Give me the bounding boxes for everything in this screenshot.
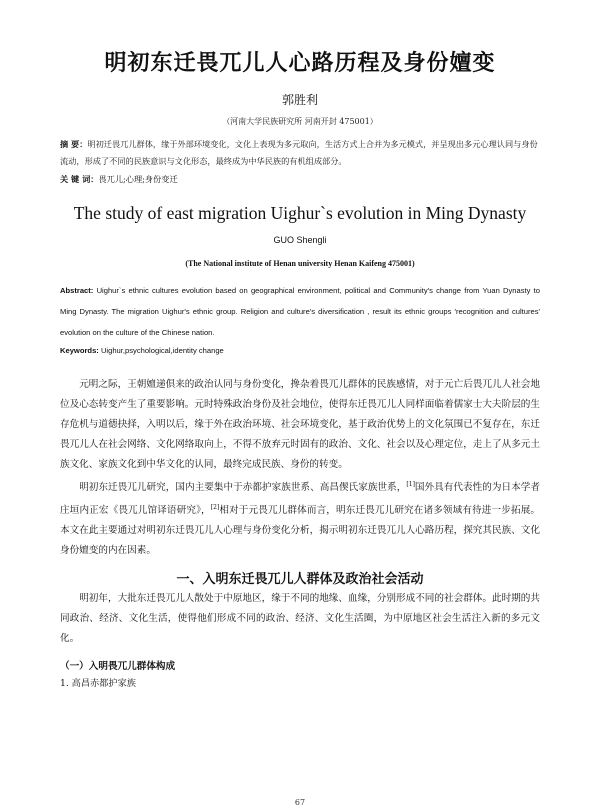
page-number: 67 <box>294 798 306 807</box>
affiliation-cn: （河南大学民族研究所 河南开封 475001） <box>222 117 378 126</box>
abstract-cn <box>60 136 540 170</box>
subsection-1-1-heading: 1. 高昌赤都护家族 <box>60 678 136 690</box>
abstract-cn-label: 摘 要： <box>60 139 88 149</box>
affiliation-en: (The National institute of Henan university Henan Kaifeng 475001) <box>185 259 415 268</box>
abstract-cn-text: 明初迁畏兀儿群体，缘于外部环境变化，文化上表现为多元取向，生活方式上合并为多元模式，并呈现出多元心理认同与身份流动，形成了不同的民族意识与文化形态，最终成为中华民族的有机组成部分。 <box>60 139 538 166</box>
reference-marker-2: [2] <box>210 504 220 512</box>
keywords-cn-text: 畏兀儿;心理;身份变迁 <box>98 174 178 184</box>
abstract-en <box>60 280 540 343</box>
author-cn: 郭胜利 <box>281 93 318 107</box>
paper-title-en: The study of east migration Uighur`s evolution in Ming Dynasty <box>73 203 527 223</box>
reference-marker-1: [1] <box>406 481 415 488</box>
section-1-paragraph-1: 明初年，大批东迁畏兀儿人散处于中原地区，缘于不同的地缘、血缘，分别形成不同的社会群体。此时期的共同政治、经济、文化生活，使得他们形成不同的政治、经济、文化生活圈，为中原地区社会生活注入新的多元文化。 <box>60 593 540 645</box>
keywords-en <box>60 345 540 357</box>
keywords-cn-label: 关 键 词： <box>60 174 99 184</box>
author-en: GUO Shengli <box>273 235 327 245</box>
intro-p2-part-b: 国外具有代表性的为日本学者庄垣内正宏《畏兀儿馆译语研究》， <box>60 482 541 517</box>
keywords-en-label: Keywords: <box>60 346 99 355</box>
abstract-en-text: Uighur`s ethnic cultures evolution based on geographical environment, political and Community's change from Yuan Dynasty to Ming Dynasty. The migration Uighur's ethnic group. Religion and culture's diversification , result its ethnic groups 'recognition and cultures' evolution on the culture of the Chinese nation. <box>60 286 540 337</box>
subsection-1-heading: （一）入明畏兀儿群体构成 <box>60 661 176 673</box>
paper-page <box>0 50 600 807</box>
intro-p2-part-a: 明初东迁畏兀儿研究，国内主要集中于赤都护家族世系、高昌偰氏家族世系， <box>79 482 407 494</box>
section-1-heading: 一、入明东迁畏兀儿人群体及政治社会活动 <box>176 572 424 588</box>
intro-paragraph-2 <box>60 475 540 561</box>
intro-paragraph-1: 元明之际，王朝嬗递俱来的政治认同与身份变化，搀杂着畏兀儿群体的民族感情，对于元亡后畏兀儿人社会地位及心态转变产生了重要影响。元时特殊政治身份及社会地位，使得东迁畏兀儿人同样面临着儒家士大夫阶层的生存危机与道德抉择，入明以后，缘于外在政治环境、社会环境变化，基于政治优势上的文化氛围已不复存在，东迁畏兀儿人在社会网络、文化网络取向上，不得不放弃元时固有的政治、文化、社会以及心理定位，走上了从多元土族文化、家族文化到中华文化的认同，最终完成民族、身份的转变。 <box>60 379 540 470</box>
abstract-en-label: Abstract: <box>60 286 94 295</box>
keywords-cn <box>60 172 540 186</box>
intro-p2-part-c: 相对于元畏兀儿群体而言，明东迁畏兀儿研究在诸多领域有待进一步拓展。本文在此主要通过对明初东迁畏兀儿人心理与身份变化分析，揭示明初东迁畏兀儿人心路历程，探究其民族、文化身份嬗变的内在因素。 <box>60 505 541 557</box>
keywords-en-text: Uighur,psychological,identity change <box>98 346 224 355</box>
paper-title-cn: 明初东迁畏兀儿人心路历程及身份嬗变 <box>104 51 496 76</box>
